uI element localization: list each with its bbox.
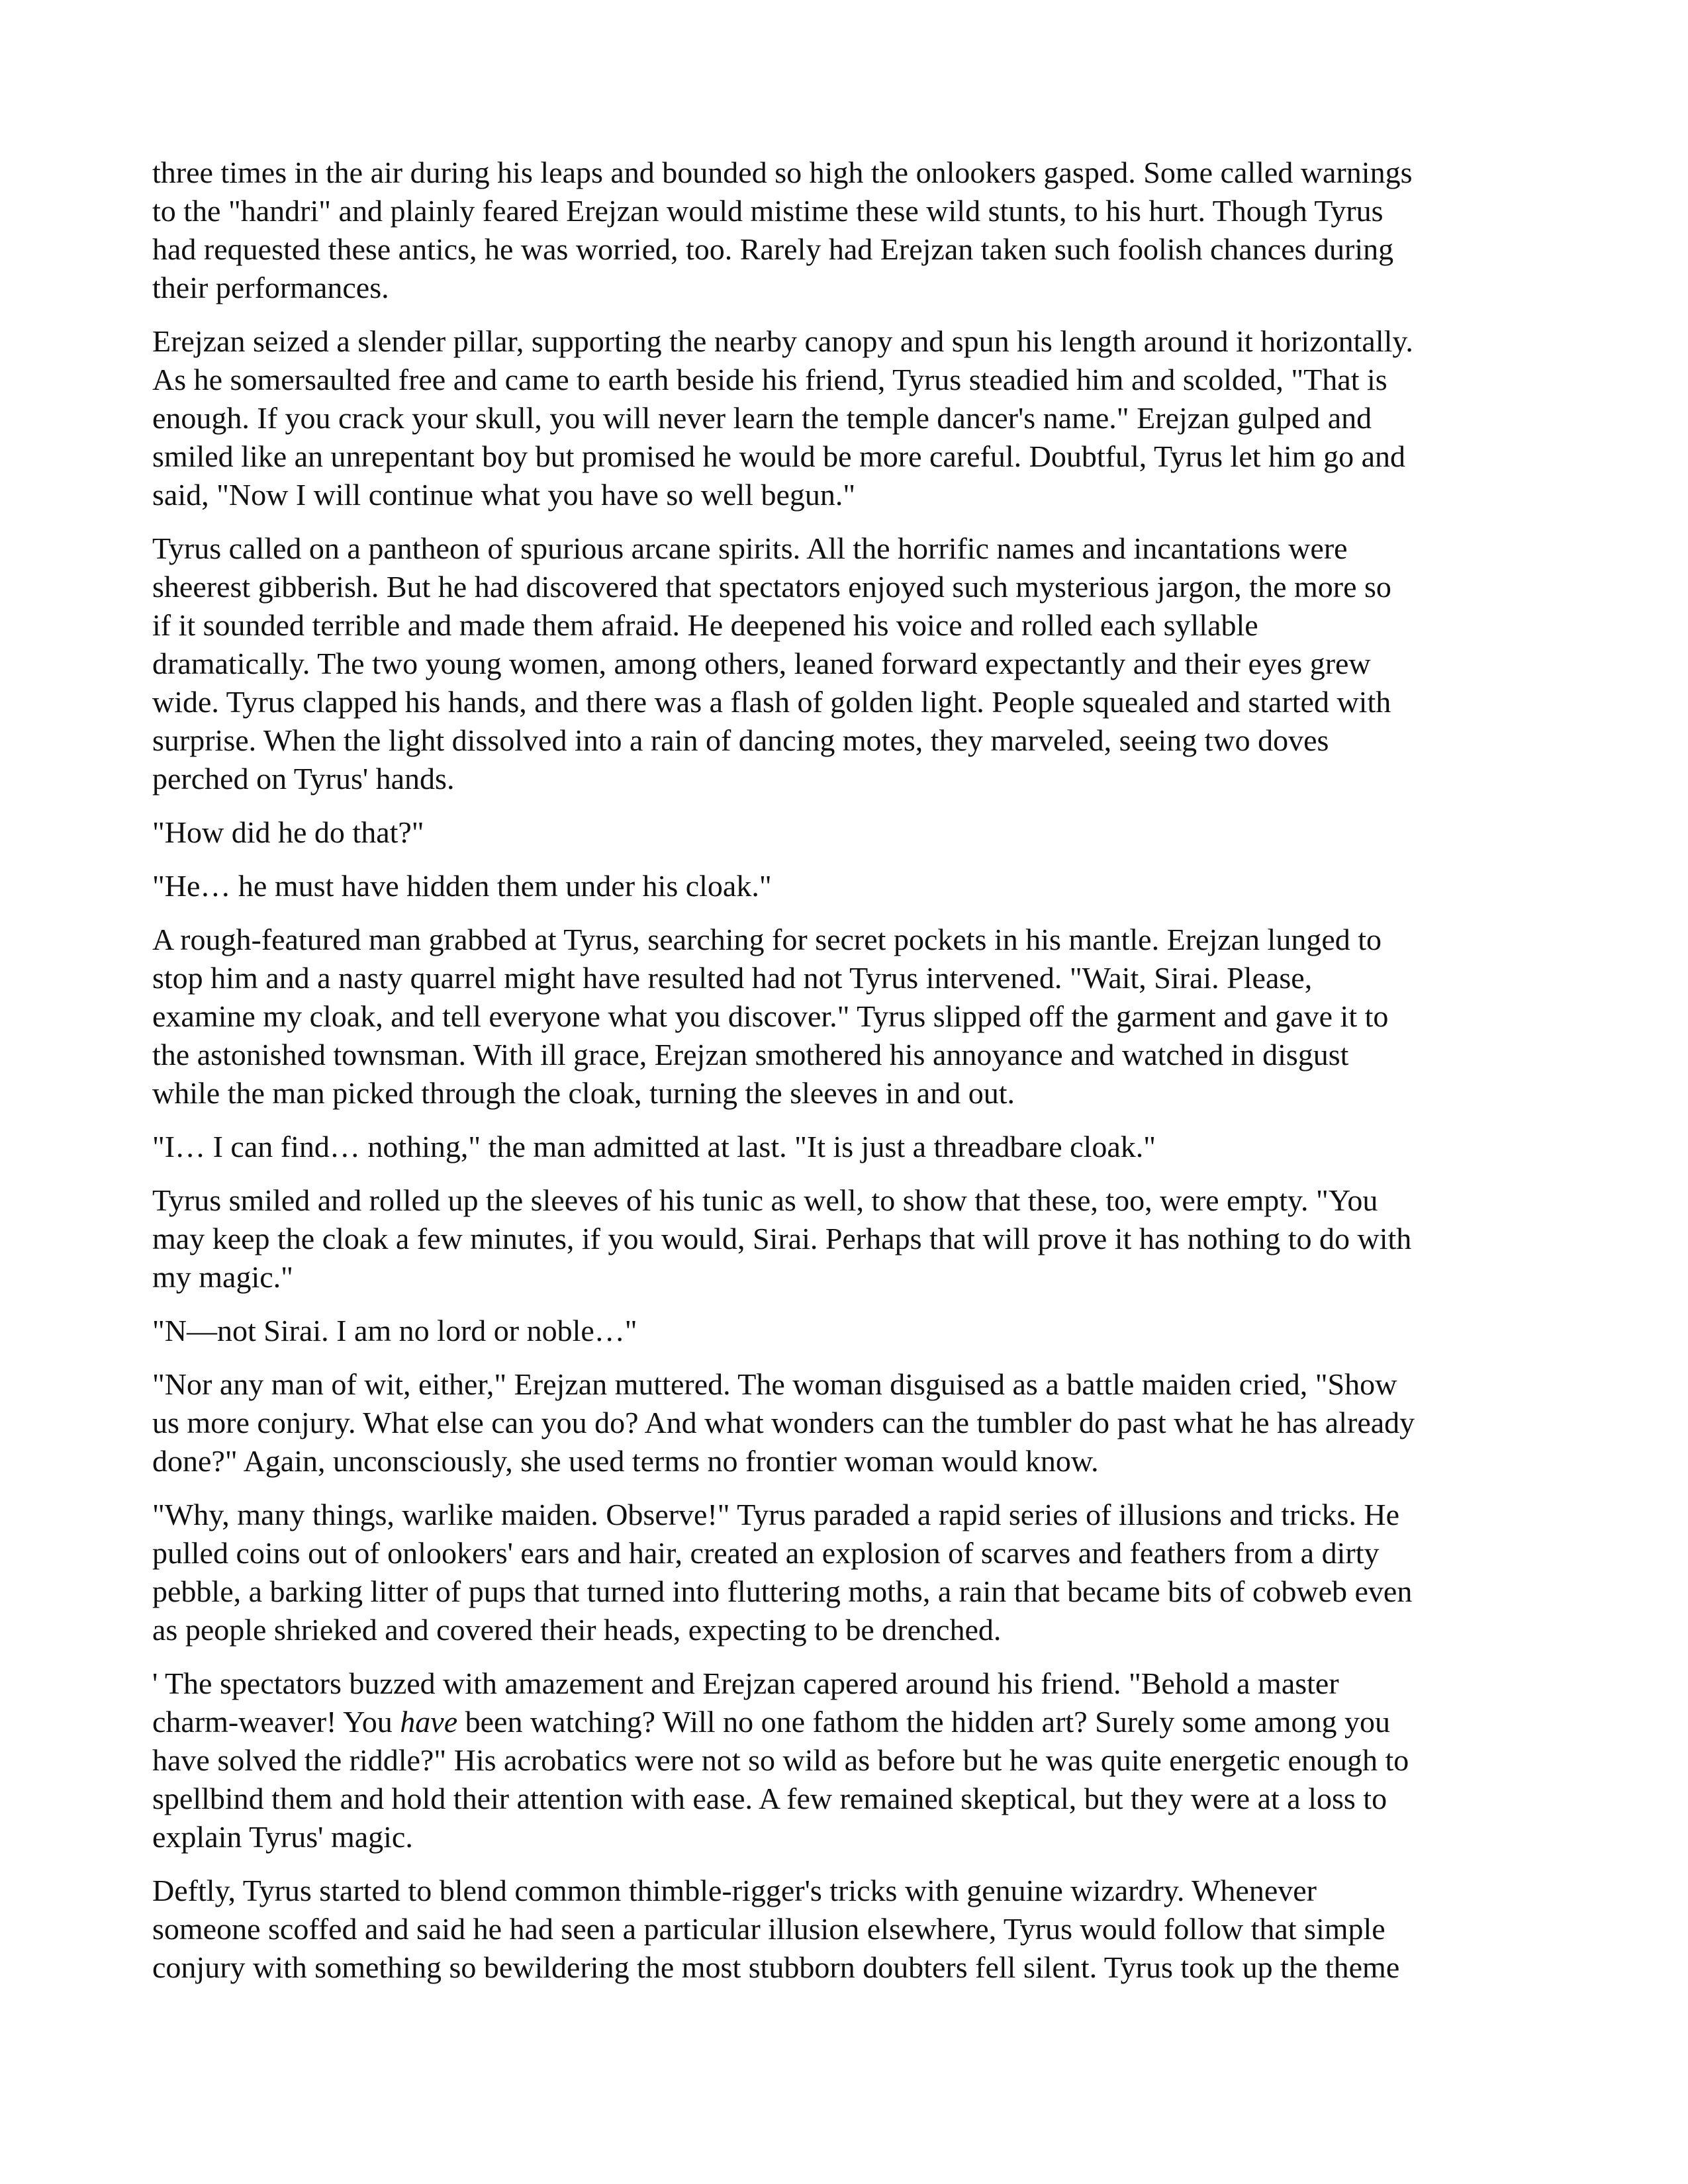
paragraph-3: [152, 529, 1523, 798]
text-line-with-emphasis: [152, 1703, 1523, 1741]
paragraph-1: [152, 154, 1523, 307]
text-line: As he somersaulted free and came to earth beside his friend, Tyrus steadied him and scolded, "That is: [152, 363, 1387, 396]
text-line: examine my cloak, and tell everyone what you discover." Tyrus slipped off the garment and gave it to: [152, 999, 1389, 1033]
document-page: [152, 154, 1523, 1987]
paragraph-9: [152, 1312, 1523, 1350]
text-line: wide. Tyrus clapped his hands, and there was a flash of golden light. People squealed and started with: [152, 685, 1391, 719]
text-line: have solved the riddle?" His acrobatics were not so wild as before but he was quite energetic enough to: [152, 1743, 1409, 1777]
text-run: been watching? Will no one fathom the hidden art? Surely some among you: [457, 1705, 1391, 1739]
text-line: explain Tyrus' magic.: [152, 1820, 413, 1854]
text-line: to the "handri" and plainly feared Erejzan would mistime these wild stunts, to his hurt. Though Tyrus: [152, 194, 1383, 228]
paragraph-6: [152, 921, 1523, 1113]
text-line: stop him and a nasty quarrel might have resulted had not Tyrus intervened. "Wait, Sirai. Please,: [152, 961, 1313, 995]
text-line: "Nor any man of wit, either," Erejzan muttered. The woman disguised as a battle maiden cried, "Show: [152, 1367, 1397, 1401]
text-line: perched on Tyrus' hands.: [152, 762, 455, 796]
text-line: smiled like an unrepentant boy but promised he would be more careful. Doubtful, Tyrus let him go and: [152, 439, 1406, 473]
text-line: enough. If you crack your skull, you will never learn the temple dancer's name." Erejzan gulped and: [152, 401, 1372, 435]
paragraph-13: [152, 1872, 1523, 1987]
text-line: pebble, a barking litter of pups that turned into fluttering moths, a rain that became bits of cobweb even: [152, 1574, 1413, 1608]
paragraph-4: [152, 813, 1523, 852]
text-line: three times in the air during his leaps and bounded so high the onlookers gasped. Some called warnings: [152, 156, 1413, 189]
text-line: pulled coins out of onlookers' ears and hair, created an explosion of scarves and feathers from a dirty: [152, 1536, 1380, 1570]
text-line: as people shrieked and covered their heads, expecting to be drenched.: [152, 1613, 1002, 1647]
text-line: Erejzan seized a slender pillar, supporting the nearby canopy and spun his length around it horizontally.: [152, 324, 1413, 358]
text-line: "How did he do that?": [152, 815, 424, 849]
paragraph-5: [152, 867, 1523, 905]
text-line: if it sounded terrible and made them afraid. He deepened his voice and rolled each syllable: [152, 608, 1258, 642]
text-line: done?" Again, unconsciously, she used terms no frontier woman would know.: [152, 1444, 1099, 1478]
text-line: while the man picked through the cloak, turning the sleeves in and out.: [152, 1076, 1015, 1110]
text-line: their performances.: [152, 271, 389, 304]
text-line: us more conjury. What else can you do? And what wonders can the tumbler do past what he has already: [152, 1406, 1415, 1439]
text-line: someone scoffed and said he had seen a particular illusion elsewhere, Tyrus would follow that simple: [152, 1912, 1385, 1946]
text-line: may keep the cloak a few minutes, if you would, Sirai. Perhaps that will prove it has nothing to do with: [152, 1222, 1412, 1255]
text-line: "Why, many things, warlike maiden. Observe!" Tyrus paraded a rapid series of illusions and tricks. He: [152, 1498, 1400, 1531]
text-line: had requested these antics, he was worried, too. Rarely had Erejzan taken such foolish chances during: [152, 232, 1394, 266]
text-line: the astonished townsman. With ill grace, Erejzan smothered his annoyance and watched in disgust: [152, 1038, 1349, 1071]
text-line: dramatically. The two young women, among others, leaned forward expectantly and their eyes grew: [152, 647, 1371, 680]
text-line: "N—not Sirai. I am no lord or noble…": [152, 1314, 637, 1347]
text-line: Tyrus smiled and rolled up the sleeves of his tunic as well, to show that these, too, were empty. "You: [152, 1183, 1378, 1217]
text-line: sheerest gibberish. But he had discovered that spectators enjoyed such mysterious jargon, the more so: [152, 570, 1391, 604]
text-line: said, "Now I will continue what you have so well begun.": [152, 478, 856, 512]
text-line: "He… he must have hidden them under his cloak.": [152, 869, 772, 903]
paragraph-2: [152, 322, 1523, 514]
text-line: Deftly, Tyrus started to blend common thimble-rigger's tricks with genuine wizardry. Whenever: [152, 1874, 1317, 1907]
text-line: "I… I can find… nothing," the man admitted at last. "It is just a threadbare cloak.": [152, 1130, 1156, 1163]
text-line: ' The spectators buzzed with amazement and Erejzan capered around his friend. "Behold a master: [152, 1666, 1339, 1700]
paragraph-12: [152, 1664, 1523, 1856]
text-line: spellbind them and hold their attention with ease. A few remained skeptical, but they were at a loss to: [152, 1782, 1387, 1815]
emphasis-text: have: [400, 1705, 458, 1739]
text-line: conjury with something so bewildering the most stubborn doubters fell silent. Tyrus took up the theme: [152, 1950, 1400, 1984]
text-run: charm-weaver! You: [152, 1705, 400, 1739]
text-line: A rough-featured man grabbed at Tyrus, searching for secret pockets in his mantle. Erejzan lunged to: [152, 923, 1382, 956]
text-line: my magic.": [152, 1260, 293, 1294]
text-line: surprise. When the light dissolved into a rain of dancing motes, they marveled, seeing two doves: [152, 723, 1329, 757]
paragraph-7: [152, 1128, 1523, 1166]
paragraph-8: [152, 1181, 1523, 1297]
paragraph-10: [152, 1365, 1523, 1480]
text-line: Tyrus called on a pantheon of spurious arcane spirits. All the horrific names and incantations were: [152, 531, 1348, 565]
paragraph-11: [152, 1496, 1523, 1649]
